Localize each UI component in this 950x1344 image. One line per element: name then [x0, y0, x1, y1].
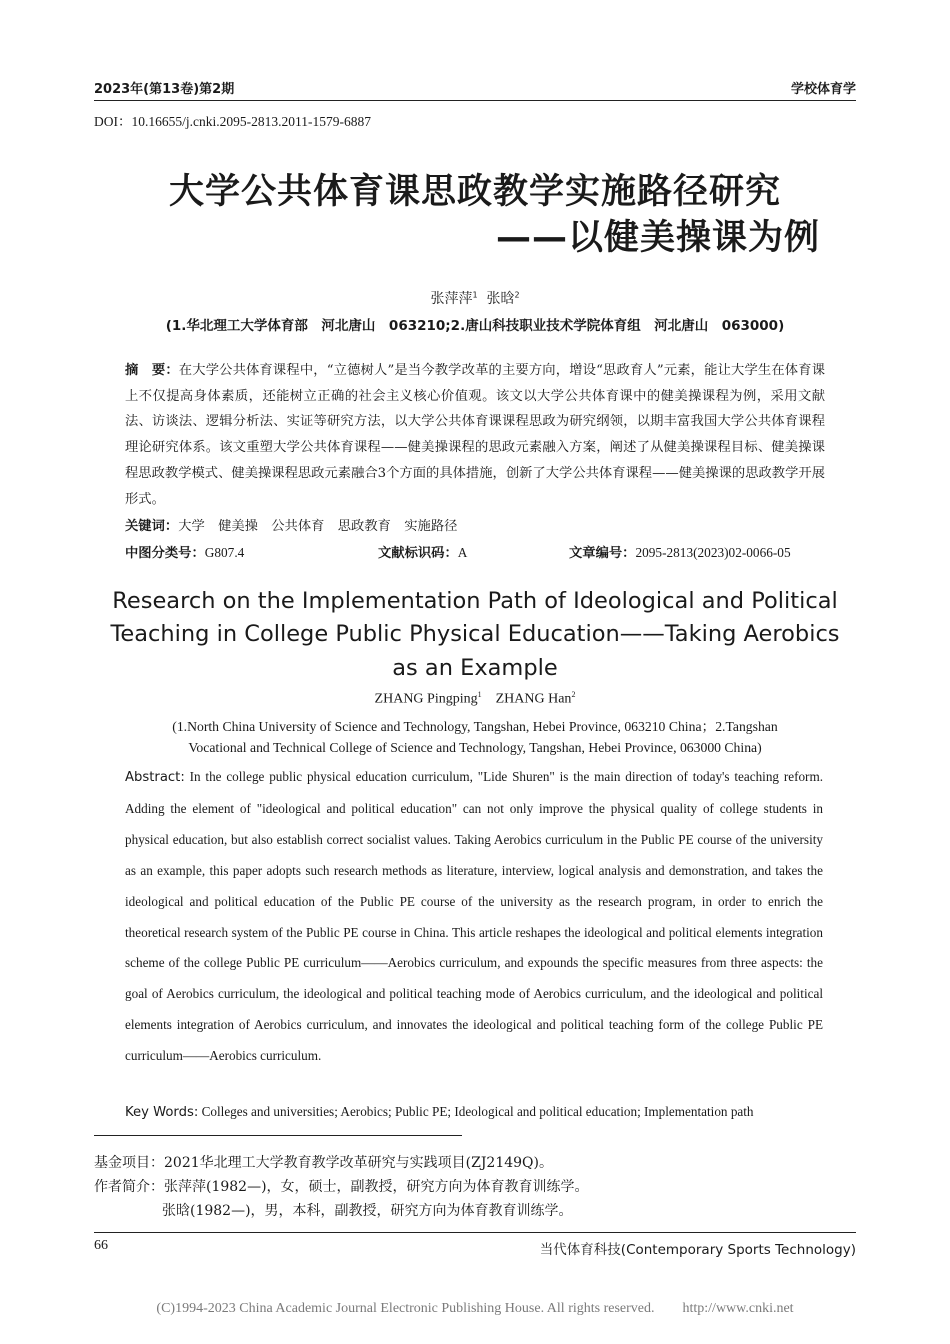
author-cn-1: 张萍萍 [430, 291, 473, 307]
title-en-line-3: as an Example [392, 655, 558, 681]
affiliations-en-line-2: Vocational and Technical College of Science and Technology, Tangshan, Hebei Province, 063000 China) [188, 740, 762, 755]
document-code [378, 542, 467, 561]
abstract-cn-text: 在大学公共体育课程中，“立德树人”是当今教学改革的主要方向，增设“思政育人”元素，能让大学生在体育课上不仅提高身体素质，还能树立正确的社会主义核心价值观。该文以大学公共体育课中的健美操课程为例，采用文献法、访谈法、逻辑分析法、实证等研究方法，以大学公共体育课课程思政为研究纲领，以期丰富我国大学公共体育课程理论研究体系。该文重塑大学公共体育课程——健美操课程的思政元素融入方案，阐述了从健美操课程目标、健美操课程思政教学模式、健美操课程思政元素融合3个方面的具体措施，创新了大学公共体育课程——健美操课的思政教学开展形式。 [125, 363, 825, 507]
keywords-cn [125, 515, 457, 534]
doi-line: DOI：10.16655/j.cnki.2095-2813.2011-1579-6887 [94, 114, 371, 129]
running-header-section: 学校体育学 [790, 82, 856, 97]
copyright-notice: (C)1994-2023 China Academic Journal Electronic Publishing House. All rights reserved. http://www.cnki.net [156, 1301, 794, 1316]
title-cn-subtitle: ——以健美操课为例 [495, 218, 820, 258]
article-number-label: 文章编号： [569, 546, 636, 561]
authors-en [0, 690, 950, 708]
affiliations-cn: (1.华北理工大学体育部 河北唐山 063210;2.唐山科技职业技术学院体育组 河北唐山 063000) [165, 318, 785, 334]
header-divider [94, 100, 856, 101]
abstract-cn-label: 摘 要： [125, 363, 179, 378]
title-en-line-1: Research on the Implementation Path of Ideological and Political [112, 588, 838, 614]
footnote-author-1: 作者简介：张萍萍(1982—)，女，硕士，副教授，研究方向为体育教育训练学。 [94, 1179, 589, 1195]
authors-cn [0, 288, 950, 308]
author-en-2-affil: 2 [571, 690, 576, 699]
footnote-divider [94, 1135, 462, 1136]
keywords-en-text: Colleges and universities; Aerobics; Public PE; Ideological and political education; Implementation path [201, 1104, 754, 1119]
classification-row [125, 542, 825, 561]
running-header-issue: 2023年(第13卷)第2期 [94, 82, 235, 97]
clc-number [125, 546, 244, 561]
title-en-line-2: Teaching in College Public Physical Education——Taking Aerobics [110, 621, 840, 647]
keywords-cn-label: 关键词： [125, 519, 179, 534]
keywords-cn-text: 大学 健美操 公共体育 思政教育 实施路径 [178, 519, 458, 534]
doc-code-value: A [457, 545, 468, 560]
footnote-fund: 基金项目：2021华北理工大学教育教学改革研究与实践项目(ZJ2149Q)。 [94, 1155, 553, 1171]
author-en-1: ZHANG Pingping [374, 691, 478, 707]
affiliations-en-line-1: (1.North China University of Science and Technology, Tangshan, Hebei Province, 063210 China；2.Tangshan [172, 719, 778, 734]
journal-name: 当代体育科技(Contemporary Sports Technology) [539, 1242, 856, 1258]
author-cn-2-affil: 2 [514, 290, 520, 300]
doc-code-label: 文献标识码： [378, 546, 458, 561]
article-number [569, 542, 791, 561]
author-cn-1-affil: 1 [472, 290, 478, 300]
keywords-en [125, 1104, 845, 1120]
abstract-en-label: Abstract: [125, 770, 185, 785]
abstract-en-text: In the college public physical education curriculum, "Lide Shuren" is the main direction of today's teaching reform. Adding the element of "ideological and political education" can not only improve the physical quality of college students in physical education, but also establish correct socialist values. Taking Aerobics curriculum in the Public PE course of the university as an example, this paper adopts such research methods as literature, interview, logical analysis and demonstration, and takes the ideological and political education of the Public PE course of the university as the research program, in order to enrich the theoretical research system of the Public PE course in China. This article reshapes the ideological and political elements integration scheme of the college Public PE curriculum——Aerobics curriculum, and expounds the specific measures from three aspects: the goal of Aerobics curriculum, the ideological and political teaching mode of Aerobics curriculum, and the ideological and political elements integration of Aerobics curriculum, and innovates the ideological and political teaching form of the college Public PE curriculum——Aerobics curriculum. [125, 769, 824, 1064]
abstract-en [125, 762, 823, 1072]
page-number: 66 [94, 1238, 108, 1253]
article-number-value: 2095-2813(2023)02-0066-05 [635, 545, 791, 560]
clc-value: G807.4 [204, 545, 245, 560]
author-en-2: ZHANG Han [495, 691, 572, 707]
footnote-author-2: 张晗(1982—)，男，本科，副教授，研究方向为体育教育训练学。 [162, 1203, 573, 1219]
author-cn-2: 张晗 [486, 291, 515, 307]
abstract-cn [125, 358, 825, 512]
footer-divider [94, 1232, 856, 1233]
clc-label: 中图分类号： [125, 546, 205, 561]
keywords-en-label: Key Words: [125, 1105, 199, 1120]
author-en-1-affil: 1 [477, 690, 482, 699]
title-cn-main: 大学公共体育课思政教学实施路径研究 [168, 172, 781, 212]
